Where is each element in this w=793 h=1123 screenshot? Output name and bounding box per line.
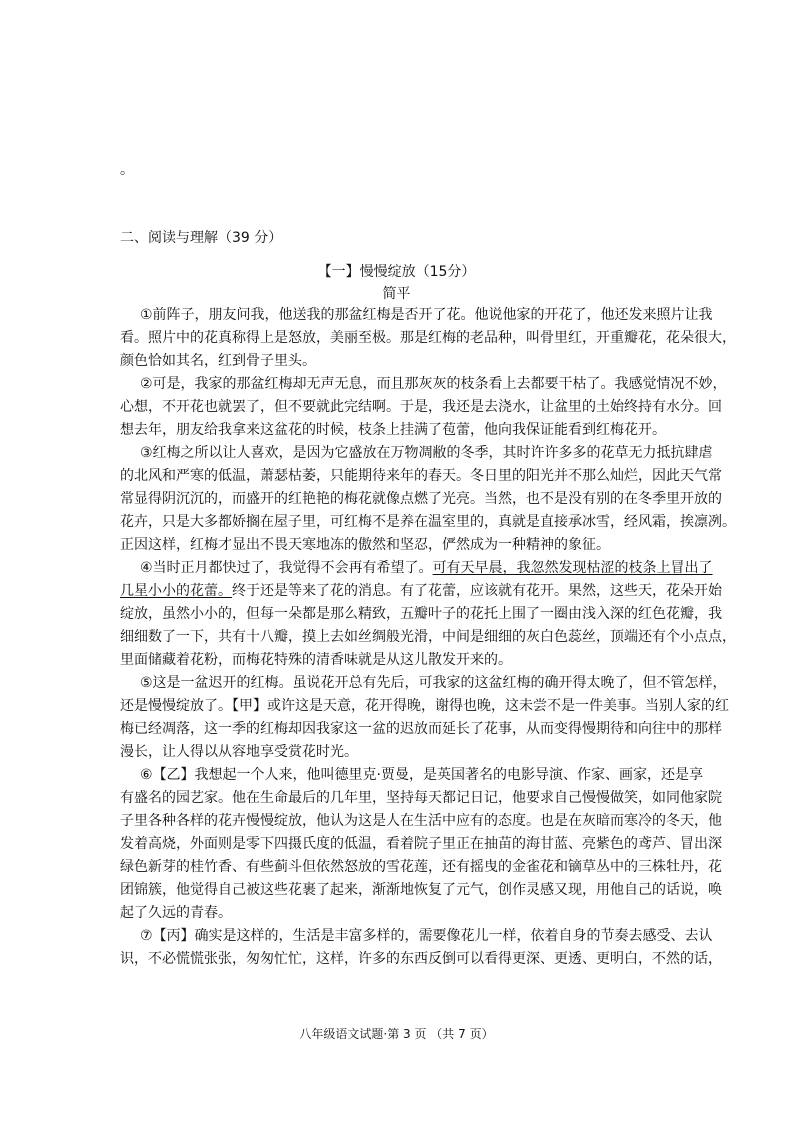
underlined-sentence-end: 几星小小的花蕾。 — [120, 583, 232, 599]
paragraph-5-line-2: 还是慢慢绽放了。【甲】或许这是天意，花开得晚，谢得也晚，这未尝不是一件美事。当别人家的红 — [120, 698, 729, 714]
paragraph-6-line-7: 起了久远的青春。 — [120, 905, 232, 921]
author: 简平 — [382, 286, 411, 302]
paragraph-2-line-3: 想去年，朋友给我拿来这盆花的时候，枝条上挂满了苞蕾，他向我保证能看到红梅花开。 — [120, 422, 666, 438]
paragraph-4-text: 终于还是等来了花的消息。有了花蕾，应该就有花开。果然，这些天，花朵开始 — [232, 583, 722, 599]
paragraph-6-line-6: 团锦簇，他觉得自己被这些花裹了起来，渐渐地恢复了元气，创作灵感又现，用他自己的话说，唤 — [120, 882, 722, 898]
paragraph-6-line-1: ⑥【乙】我想起一个人来，他叫德里克·贾曼，是英国著名的电影导演、作家、画家，还是享 — [140, 767, 703, 783]
paragraph-5-line-3: 梅已经凋落，这一季的红梅却因我家这一盆的迟放而延长了花事，从而变得慢期待和向往中的那样 — [120, 721, 722, 737]
top-mark: 。 — [120, 162, 134, 178]
paragraph-3-line-1: ③红梅之所以让人喜欢，是因为它盛放在万物凋敝的冬季，其时许许多多的花草无力抵抗肆虐 — [140, 445, 713, 461]
paragraph-1-line-2: 看。照片中的花真称得上是怒放，美丽至极。那是红梅的老品种，叫骨里红，开重瓣花，花朵很大， — [120, 330, 736, 346]
paragraph-2-line-1: ②可是，我家的那盆红梅却无声无息，而且那灰灰的枝条看上去都要干枯了。我感觉情况不妙， — [140, 376, 727, 392]
paragraph-4-line-5: 里面储藏着花粉，而梅花特殊的清香味就是从这儿散发开来的。 — [120, 652, 512, 668]
paragraph-1-line-1: ①前阵子，朋友问我，他送我的那盆红梅是否开了花。他说他家的开花了，他还发来照片让我 — [140, 307, 713, 323]
paragraph-4-text: ④当时正月都快过了，我觉得不会再有希望了。 — [140, 560, 433, 576]
paragraph-6-line-3: 子里各种各样的花卉慢慢绽放，他认为这是人在生活中应有的态度。也是在灰暗而寒冷的冬天，他 — [120, 813, 722, 829]
paragraph-3-line-4: 花卉，只是大多都娇搁在屋子里，可红梅不是养在温室里的，真就是直接承冰雪，经风霜，挨凛冽。 — [120, 514, 736, 530]
paragraph-3-line-2: 的北风和严寒的低温，萧瑟枯萎，只能期待来年的春天。冬日里的阳光并不那么灿烂，因此天气常 — [120, 468, 722, 484]
paragraph-5-line-4: 漫长，让人得以从容地享受赏花时光。 — [120, 744, 358, 760]
paragraph-6-line-4: 发着高烧，外面则是零下四摄氏度的低温，看着院子里正在抽苗的海甘蓝、亮紫色的鸢芦、冒出深 — [120, 836, 722, 852]
paragraph-4-line-4: 细细数了一下，共有十八瓣，摸上去如丝绸般光滑，中间是细细的灰白色蕊丝，顶端还有个小点点， — [120, 629, 736, 645]
page-footer: 八年级语文试题·第 3 页 （共 7 页） — [299, 1027, 494, 1041]
passage-title: 【一】慢慢绽放（15分） — [317, 264, 476, 280]
underlined-sentence: 可有天早晨，我忽然发现枯涩的枝条上冒出了 — [432, 560, 713, 576]
paragraph-1-line-3: 颜色恰如其名，红到骨子里头。 — [120, 353, 316, 369]
paragraph-4-line-3: 绽放，虽然小小的，但每一朵都是那么精致，五瓣叶子的花托上围了一圈由浅入深的红色花瓣，我 — [120, 606, 722, 622]
paragraph-7-line-1: ⑦【丙】确实是这样的，生活是丰富多样的，需要像花儿一样，依着自身的节奏去感受、去认 — [140, 928, 713, 944]
paragraph-7-line-2: 识，不必慌慌张张，匆匆忙忙，这样，许多的东西反倒可以看得更深、更透、更明白，不然的话， — [120, 951, 722, 967]
paragraph-4-line-1 — [140, 558, 713, 578]
section-heading: 二、阅读与理解（39 分） — [120, 230, 283, 246]
paragraph-2-line-2: 心想，不开花也就罢了，但不要就此完结啊。于是，我还是去浇水，让盆里的土始终持有水分。回 — [120, 399, 722, 415]
paragraph-6-line-2: 有盛名的园艺家。他在生命最后的几年里，坚持每天都记日记，他要求自己慢慢做笑，如同他家院 — [120, 790, 722, 806]
paragraph-4-line-2 — [120, 581, 722, 601]
paragraph-3-line-3: 常显得阴沉沉的，而盛开的红艳艳的梅花就像点燃了光亮。当然，也不是没有别的在冬季里开放的 — [120, 491, 722, 507]
paragraph-3-line-5: 正因这样，红梅才显出不畏天寒地冻的傲然和坚忍，俨然成为一种精神的象征。 — [120, 537, 610, 553]
paragraph-5-line-1: ⑤这是一盆迟开的红梅。虽说花开总有先后，可我家的这盆红梅的确开得太晚了，但不管怎样， — [140, 675, 727, 691]
paragraph-6-line-5: 绿色新芽的桂竹香、有些蓟斗但依然怒放的雪花莲，还有摇曳的金雀花和镝草丛中的三株牡丹，花 — [120, 859, 722, 875]
